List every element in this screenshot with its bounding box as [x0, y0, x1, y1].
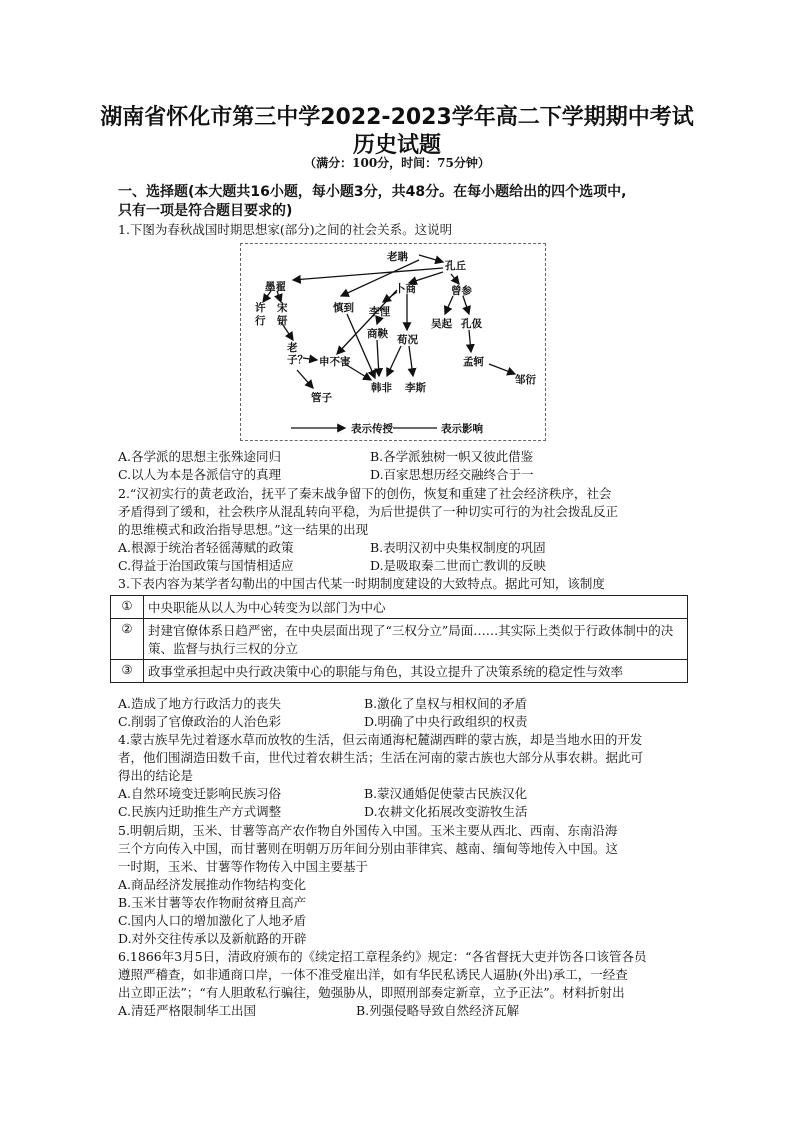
exam-meta: （满分：100分，时间：75分钟）: [304, 156, 490, 170]
row-text: 政事堂承担起中央行政决策中心的职能与角色，其设立提升了决策系统的稳定性与效率: [144, 660, 688, 683]
node-shenbuhai: 申不害: [319, 356, 351, 368]
node-zengshen: 曾参: [451, 285, 472, 297]
row-text: 中央职能从以人为中心转变为以部门为中心: [144, 596, 688, 619]
q5-option-d: D.对外交往传承以及新航路的开辟: [118, 931, 307, 946]
edge-kongji-mengke: [469, 330, 471, 352]
node-laodan: 老聃: [387, 251, 408, 263]
edge-xunkuang-lisi: [409, 346, 413, 376]
q5-option-c: C.国内人口的增加激化了人地矛盾: [118, 913, 307, 928]
q6-stem-line1: 6.1866年3月5日，清政府颁布的《续定招工章程条约》规定：“各省督抚大吏并饬各口该管各员: [118, 949, 647, 964]
q1-option-c: C.以人为本是各派信守的真理: [118, 467, 282, 482]
q4-option-c: C.民族内迁助推生产方式调整: [118, 804, 282, 819]
q2-option-c: C.得益于治国政策与国情相适应: [118, 558, 294, 573]
node-lisi: 李斯: [405, 382, 426, 394]
q2-stem-line2: 矛盾得到了缓和，社会秩序从混乱转向平稳，为后世提供了一种切实可行的为社会拨乱反正: [118, 504, 619, 519]
q4-option-a: A.自然环境变迁影响民族习俗: [118, 786, 282, 801]
q4-stem-line3: 得出的结论是: [118, 768, 194, 783]
q4-stem-line1: 4.蒙古族早先过着逐水草而放牧的生活，但云南通海杞麓湖西畔的蒙古族，却是当地水田的开发: [118, 732, 643, 747]
row-number: ③: [111, 660, 144, 683]
node-shendao: 慎到: [333, 302, 354, 314]
q1-stem: 1.下图为春秋战国时期思想家(部分)之间的社会关系。这说明: [118, 222, 453, 237]
q3-option-d: D.明确了中央行政组织的权责: [364, 714, 528, 729]
node-laozi: 老子？: [287, 342, 308, 366]
node-songxing: 宋钘: [277, 302, 288, 327]
q5-option-b: B.玉米甘薯等农作物耐贫瘠且高产: [118, 895, 307, 910]
q4-option-b: B.蒙汉通婚促使蒙古民族汉化: [364, 786, 528, 801]
node-mozhai: 墨翟: [265, 281, 286, 293]
q3-option-b: B.激化了皇权与相权间的矛盾: [364, 696, 528, 711]
row-text: 封建官僚体系日趋严密，在中央层面出现了“三权分立”局面……其实际上类似于行政体制中的决策、监督与执行三权的分立: [144, 619, 688, 660]
node-kongqiu: 孔丘: [445, 260, 466, 272]
node-guanzi: 管子: [311, 392, 332, 404]
node-lipi: 李悝: [369, 306, 390, 318]
q1-option-d: D.百家思想历经交融终合于一: [370, 467, 534, 482]
table-row: [111, 619, 688, 660]
q5-option-a: A.商品经济发展推动作物结构变化: [118, 877, 307, 892]
node-mengke: 孟轲: [463, 356, 484, 368]
q5-stem-line2: 三个方向传入中国，而甘薯则在明朝万历年间分别由菲律宾、越南、缅甸等地传入中国。这: [118, 841, 619, 856]
q1-relationship-diagram: [240, 243, 546, 441]
q6-stem-line2: 遵照严稽查，如非通商口岸，一体不准受雇出洋，如有华民私诱民人逼胁(外出)承工，一经查: [118, 967, 628, 982]
row-number: ②: [111, 619, 144, 660]
node-wuqi: 吴起: [431, 318, 452, 330]
q4-option-d: D.农耕文化拓展改变游牧生活: [364, 804, 528, 819]
q3-table: [110, 595, 688, 683]
section-heading-cont: 只有一项是符合题目要求的): [118, 203, 293, 219]
q5-stem-line3: 一时期，玉米、甘薯等作物传入中国主要基于: [118, 859, 369, 874]
node-xunkuang: 荀况: [397, 334, 418, 346]
q1-option-a: A.各学派的思想主张殊途同归: [118, 449, 282, 464]
q2-stem-line1: 2.“汉初实行的黄老政治，抚平了秦末战争留下的创伤，恢复和重建了社会经济秩序，社会: [118, 486, 612, 501]
legend-influence-label: 表示影响: [441, 423, 483, 435]
q5-stem-line1: 5.明朝后期，玉米、甘薯等高产农作物自外国传入中国。玉米主要从西北、西南、东南沿海: [118, 823, 618, 838]
q4-stem-line2: 者，他们围湖造田数千亩，世代过着农耕生活；生活在河南的蒙古族也大部分从事农耕。据此可: [118, 750, 644, 765]
q6-option-a: A.清廷严格限制华工出国: [118, 1003, 257, 1018]
legend-transmit-label: 表示传授: [351, 423, 393, 435]
node-bushang: 卜商: [395, 283, 416, 295]
edge-laozi-guanzi: [297, 370, 313, 388]
q2-option-b: B.表明汉初中央集权制度的巩固: [370, 540, 546, 555]
q3-stem: 3.下表内容为某学者勾勒出的中国古代某一时期制度建设的大致特点。据此可知，该制度: [118, 576, 605, 591]
node-zouyan: 邹衍: [515, 374, 536, 386]
q3-option-a: A.造成了地方行政活力的丧失: [118, 696, 282, 711]
row-number: ①: [111, 596, 144, 619]
node-kongji: 孔伋: [461, 318, 482, 330]
q6-stem-line3: 出立即正法”；“有人胆敢私行骗往，勉强胁从，即照刑部奏定新章，立予正法”。材料折射出: [118, 985, 625, 1000]
edge-shangyang-hanfei: [377, 340, 379, 376]
exam-title: 湖南省怀化市第三中学2022-2023学年高二下学期期中考试: [100, 105, 694, 130]
q3-option-c: C.削弱了官僚政治的人治色彩: [118, 714, 282, 729]
q2-stem-line3: 的思维模式和政治指导思想。”这一结果的出现: [118, 522, 369, 537]
edge-kongqiu-mozhai: [293, 268, 443, 280]
exam-subject-title: 历史试题: [352, 133, 441, 158]
table-row: [111, 660, 688, 683]
section-heading: 一、选择题(本大题共16小题，每小题3分，共48分。在每小题给出的四个选项中,: [118, 184, 627, 200]
edge-xunkuang-hanfei: [387, 346, 401, 376]
node-hanfei: 韩非: [371, 382, 392, 394]
table-row: [111, 596, 688, 619]
edge-zengshen-kongji: [463, 296, 469, 314]
edge-mengke-zouyan: [489, 364, 515, 374]
edge-laodan-kongqiu: [419, 255, 443, 262]
node-shangyang: 商鞅: [367, 328, 388, 340]
q6-option-b: B.列强侵略导致自然经济瓦解: [356, 1003, 520, 1018]
q1-option-b: B.各学派独树一帜又彼此借鉴: [370, 449, 534, 464]
node-xuxing: 许行: [255, 302, 266, 327]
q2-option-d: D.是吸取秦二世而亡教训的反映: [370, 558, 547, 573]
q2-option-a: A.根源于统治者轻徭薄赋的政策: [118, 540, 294, 555]
edge-zengshen-wuqi: [445, 296, 453, 314]
